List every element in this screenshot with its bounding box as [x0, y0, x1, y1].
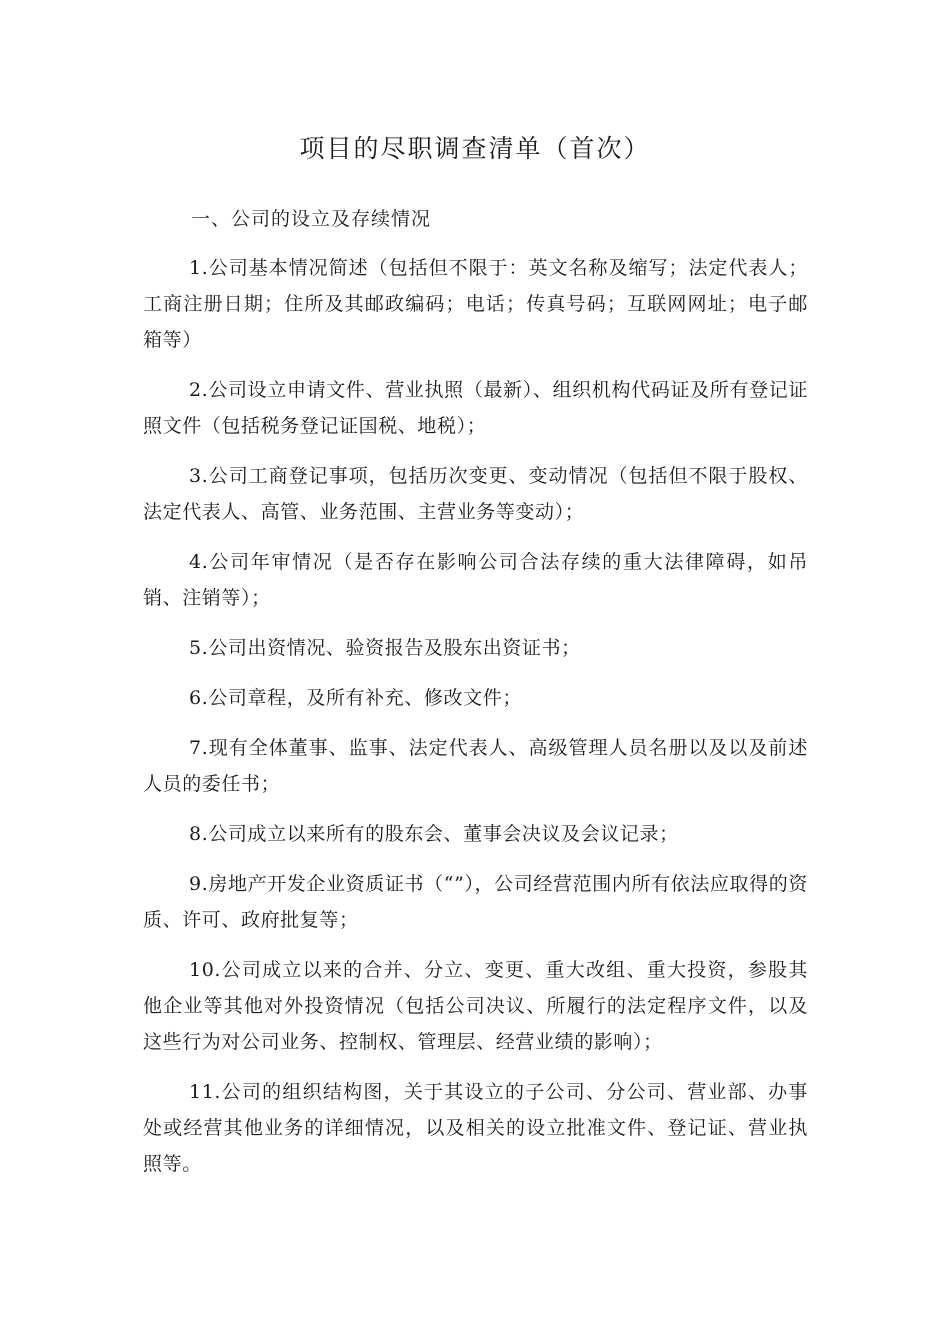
checklist-item-3: 3.公司工商登记事项，包括历次变更、变动情况（包括但不限于股权、法定代表人、高管、业务范围、主营业务等变动）；: [143, 465, 808, 523]
checklist-item-6: 6.公司章程，及所有补充、修改文件；: [189, 687, 522, 709]
checklist-item-7: 7.现有全体董事、监事、法定代表人、高级管理人员名册以及以及前述人员的委任书；: [143, 737, 808, 795]
checklist-item-5: 5.公司出资情况、验资报告及股东出资证书；: [189, 637, 581, 659]
checklist-item-2: 2.公司设立申请文件、营业执照（最新）、组织机构代码证及所有登记证照文件（包括税务登记证国税、地税）；: [143, 379, 808, 437]
checklist-item-8: 8.公司成立以来所有的股东会、董事会决议及会议记录；: [189, 823, 679, 845]
checklist: [143, 250, 808, 1196]
section-heading: 一、公司的设立及存续情况: [191, 208, 432, 230]
checklist-item-4: 4.公司年审情况（是否存在影响公司合法存续的重大法律障碍，如吊销、注销等）；: [143, 551, 808, 609]
checklist-item-9: 9.房地产开发企业资质证书（“”），公司经营范围内所有依法应取得的资质、许可、政府批复等；: [143, 873, 808, 931]
checklist-item-10: 10.公司成立以来的合并、分立、变更、重大改组、重大投资，参股其他企业等其他对外投资情况（包括公司决议、所履行的法定程序文件，以及这些行为对公司业务、控制权、管理层、经营业绩的影响）；: [143, 959, 808, 1053]
checklist-item-1: 1.公司基本情况简述（包括但不限于：英文名称及缩写；法定代表人；工商注册日期；住所及其邮政编码；电话；传真号码；互联网网址；电子邮箱等）: [143, 257, 808, 351]
document-title: 项目的尽职调查清单（首次）: [299, 134, 651, 163]
checklist-item-11: 11.公司的组织结构图，关于其设立的子公司、分公司、营业部、办事处或经营其他业务的详细情况，以及相关的设立批准文件、登记证、营业执照等。: [143, 1081, 808, 1175]
